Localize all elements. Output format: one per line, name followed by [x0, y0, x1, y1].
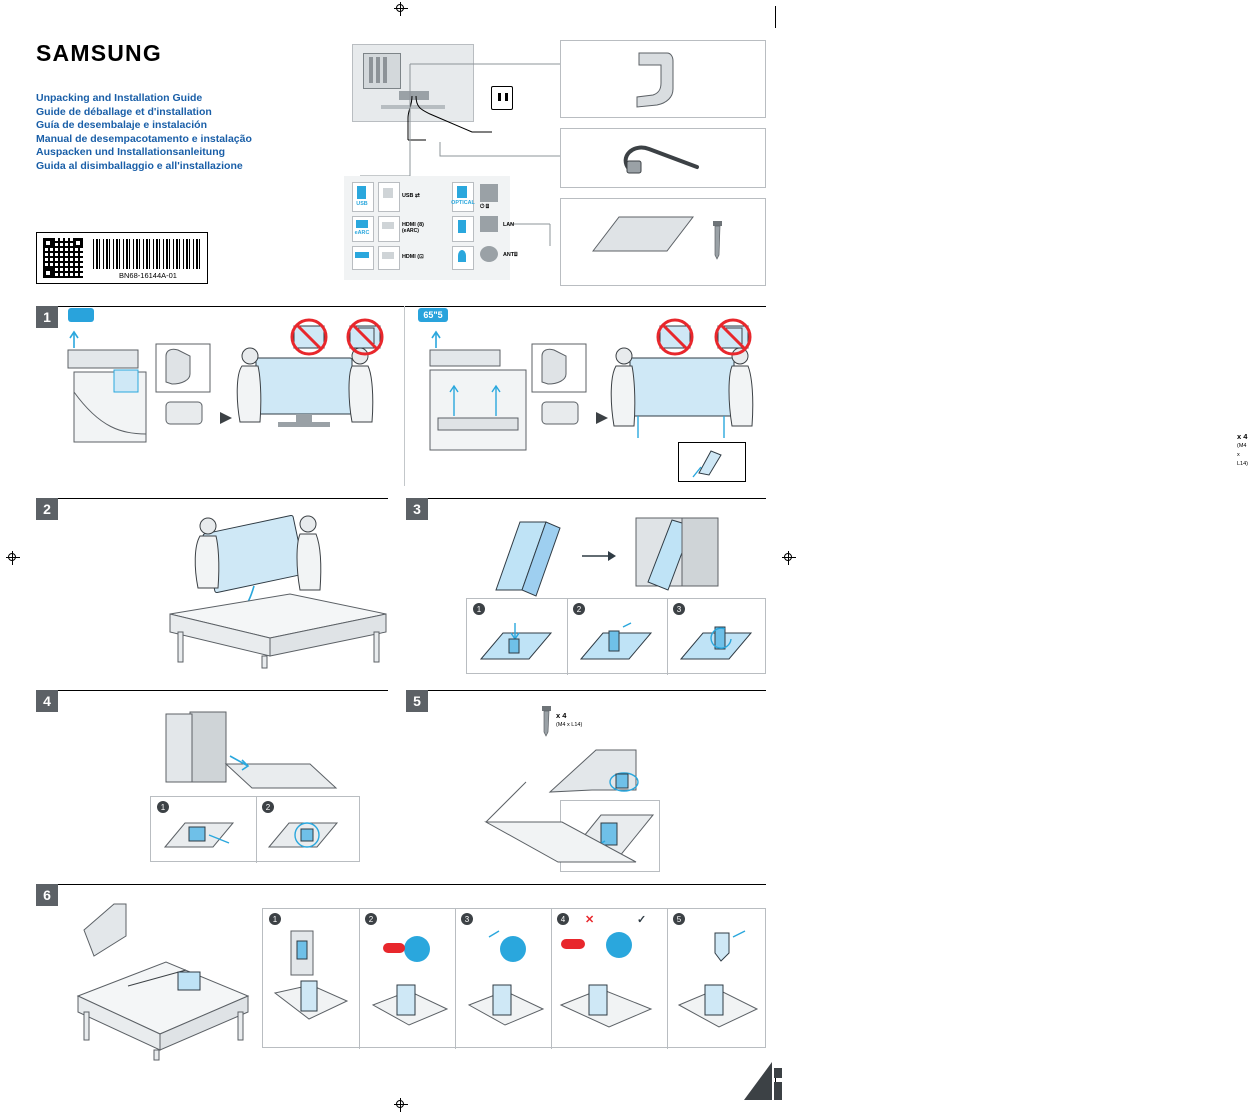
port-label-usb-2: USB ⇄	[402, 193, 420, 199]
step-6-substeps-panel	[262, 908, 766, 1048]
stand-neck-icon	[621, 49, 701, 111]
corner-logo-mark	[742, 1060, 784, 1102]
step-4-substep-2-illustration	[263, 813, 355, 859]
port-label-hdmi-earc: HDMI (8) (eARC)	[402, 222, 424, 234]
step-6-rule	[58, 884, 766, 885]
step-3-rule	[428, 498, 766, 499]
registration-mark-bottom	[394, 1098, 408, 1112]
port-label-ant: ANT⌸	[503, 252, 518, 258]
step-3-substep-2-illustration	[575, 617, 663, 671]
step-4-illustration	[130, 706, 380, 798]
step-6-main-illustration	[70, 900, 260, 1050]
registration-mark-right	[782, 551, 796, 565]
port-label-hdmi: HDMI (⊡	[402, 254, 424, 260]
port-label-power-icon: ⏻ ⌸	[480, 204, 489, 210]
port-label-earc: eARC	[354, 230, 370, 236]
registration-mark-top	[394, 2, 408, 16]
step-6-substep-1-number: 1	[269, 913, 281, 925]
step-4-substep-1-illustration	[159, 813, 251, 859]
step-3-substep-3-number: 3	[673, 603, 685, 615]
port-label-optical: OPTICAL	[451, 200, 475, 206]
step-6-number: 6	[36, 884, 58, 906]
step-6-cross-mark: ✕	[585, 914, 595, 926]
step-6-substep-2-number: 2	[365, 913, 377, 925]
step-5-screw-quantity: x 4 (M4 x L14)	[556, 711, 583, 728]
step-2-illustration	[150, 510, 400, 670]
accessory-cable-tie-box	[560, 128, 766, 188]
code-box	[36, 232, 208, 284]
barcode	[93, 239, 201, 269]
step-1-detail-callout	[678, 442, 746, 482]
step-1-no-touch-icons-left	[288, 318, 392, 360]
registration-mark-left	[6, 551, 20, 565]
samsung-logo: SAMSUNG	[36, 40, 162, 66]
step-4-rule	[58, 690, 388, 691]
crop-mark-top-right	[775, 6, 776, 28]
step-1-number: 1	[36, 306, 58, 328]
ports-panel	[344, 176, 518, 280]
port-label-lan: LAN	[503, 222, 515, 228]
step-4-number: 4	[36, 690, 58, 712]
title-fr: Guide de déballage et d'installation	[36, 105, 212, 118]
accessory-stand-box	[560, 40, 766, 118]
title-pt: Manual de desempacotamento e instalação	[36, 132, 252, 145]
step-5-rule	[428, 690, 766, 691]
step-1-badge-left	[68, 308, 94, 322]
step-3-substep-2-number: 2	[573, 603, 585, 615]
cable-tie-icon	[619, 139, 709, 179]
step-2-number: 2	[36, 498, 58, 520]
cover-plate-icon	[589, 211, 699, 271]
title-es: Guía de desembalaje e instalación	[36, 119, 207, 132]
step-6-substep-5-number: 5	[673, 913, 685, 925]
step-6-substep-3-illustration	[459, 927, 549, 1045]
guide-titles	[36, 92, 252, 174]
screw-icon	[709, 221, 727, 263]
step-3-substep-1-number: 1	[473, 603, 485, 615]
step-6-substep-4-number: 4	[557, 913, 569, 925]
step-6-substep-2-illustration	[363, 927, 453, 1045]
step-6-substep-3-number: 3	[461, 913, 473, 925]
step-6-substep-4-illustration	[555, 927, 665, 1045]
step-1-detail-illustration	[679, 443, 745, 481]
step-5-number: 5	[406, 690, 428, 712]
title-de: Auspacken und Installationsanleitung	[36, 146, 226, 159]
port-label-usb-1: USB	[356, 201, 368, 207]
step-4-substeps-panel	[150, 796, 360, 862]
step-4-substep-2-number: 2	[262, 801, 274, 813]
step-6-substep-1-illustration	[267, 927, 355, 1045]
step-3-main-illustration	[486, 512, 756, 602]
title-en: Unpacking and Installation Guide	[36, 92, 203, 104]
step-1-divider	[404, 306, 405, 486]
step-6-substep-5-illustration	[671, 927, 763, 1045]
step-3-substeps-panel	[466, 598, 766, 674]
screw-quantity-label: x 4 (M4 x L14)	[1237, 432, 1248, 467]
step-1-rule	[58, 306, 766, 307]
step-1-badge-right: 65"5	[418, 308, 448, 322]
step-3-substep-3-illustration	[675, 617, 763, 671]
step-3-substep-1-illustration	[475, 617, 563, 671]
step-5-tv-panel-illustration	[466, 752, 646, 872]
step-6-check-mark: ✓	[637, 914, 647, 926]
step-2-rule	[58, 498, 388, 499]
step-5-screw-icon	[538, 706, 556, 740]
accessory-screws-box	[560, 198, 1248, 467]
step-3-number: 3	[406, 498, 428, 520]
step-4-substep-1-number: 1	[157, 801, 169, 813]
model-code-label: BN68-16144A-01	[119, 271, 177, 280]
qr-code-finder-patterns	[43, 238, 83, 278]
step-1-no-touch-icons-right	[654, 318, 764, 360]
title-it: Guida al disimballaggio e all'installazione	[36, 159, 243, 172]
